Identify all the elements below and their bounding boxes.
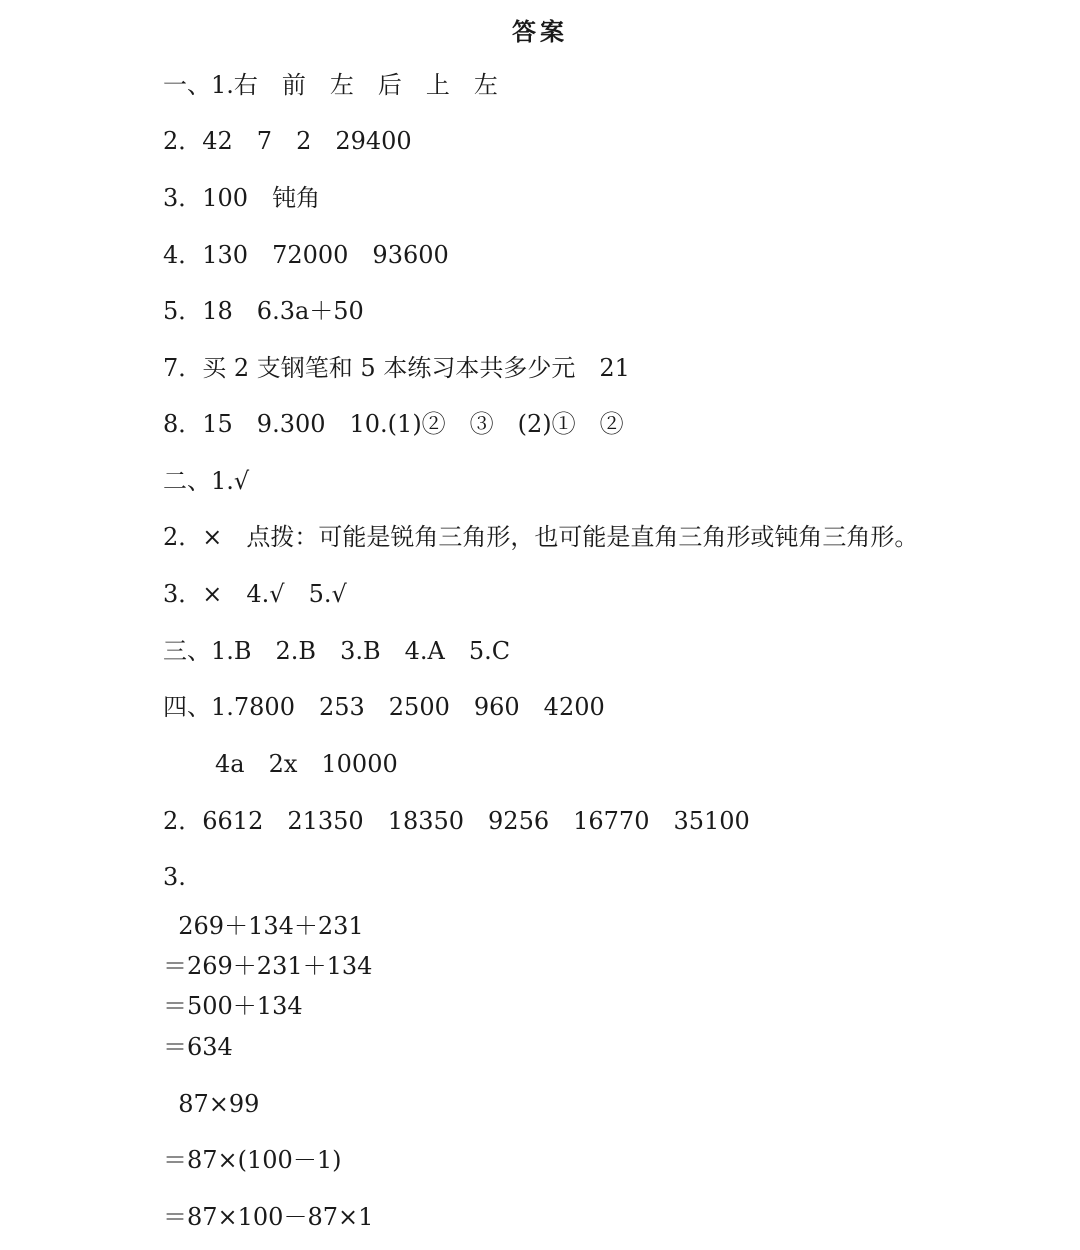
calc-step: ＝87×100－87×1	[163, 1203, 374, 1231]
section-two-line-3: 3．× 4.√ 5.√	[163, 580, 347, 608]
calc-step: 87×99	[163, 1090, 260, 1118]
answer-line-7: 7．买 2 支钢笔和 5 本练习本共多少元 21	[163, 354, 630, 382]
answer-line-8: 8．15 9.300 10.(1)② ③ (2)① ②	[163, 410, 624, 438]
section-four-line-1: 四、1.7800 253 2500 960 4200	[163, 693, 605, 721]
answer-line-5: 5．18 6.3a＋50	[163, 297, 364, 325]
section-four-line-2: 2．6612 21350 18350 9256 16770 35100	[163, 807, 750, 835]
calc-step: 269＋134＋231	[163, 912, 364, 940]
calc-step: ＝500＋134	[163, 992, 303, 1020]
section-two-line-1: 二、1.√	[163, 467, 250, 495]
section-two-line-2: 2．× 点拨：可能是锐角三角形，也可能是直角三角形或钝角三角形。	[163, 523, 919, 551]
answer-line-3: 3．100 钝角	[163, 184, 321, 212]
section-four-line-1-cont: 4a 2x 10000	[215, 750, 398, 778]
calc-step: ＝87×(100－1)	[163, 1146, 342, 1174]
answer-line-2: 2．42 7 2 29400	[163, 127, 412, 155]
section-four-line-3: 3.	[163, 863, 186, 891]
answer-line-4: 4．130 72000 93600	[163, 241, 449, 269]
answer-line-1: 一、1.右 前 左 后 上 左	[163, 71, 498, 99]
calc-step: ＝269＋231＋134	[163, 952, 373, 980]
section-three-line: 三、1.B 2.B 3.B 4.A 5.C	[163, 637, 511, 665]
calc-step: ＝634	[163, 1033, 233, 1061]
page-title: 答案	[512, 18, 568, 46]
